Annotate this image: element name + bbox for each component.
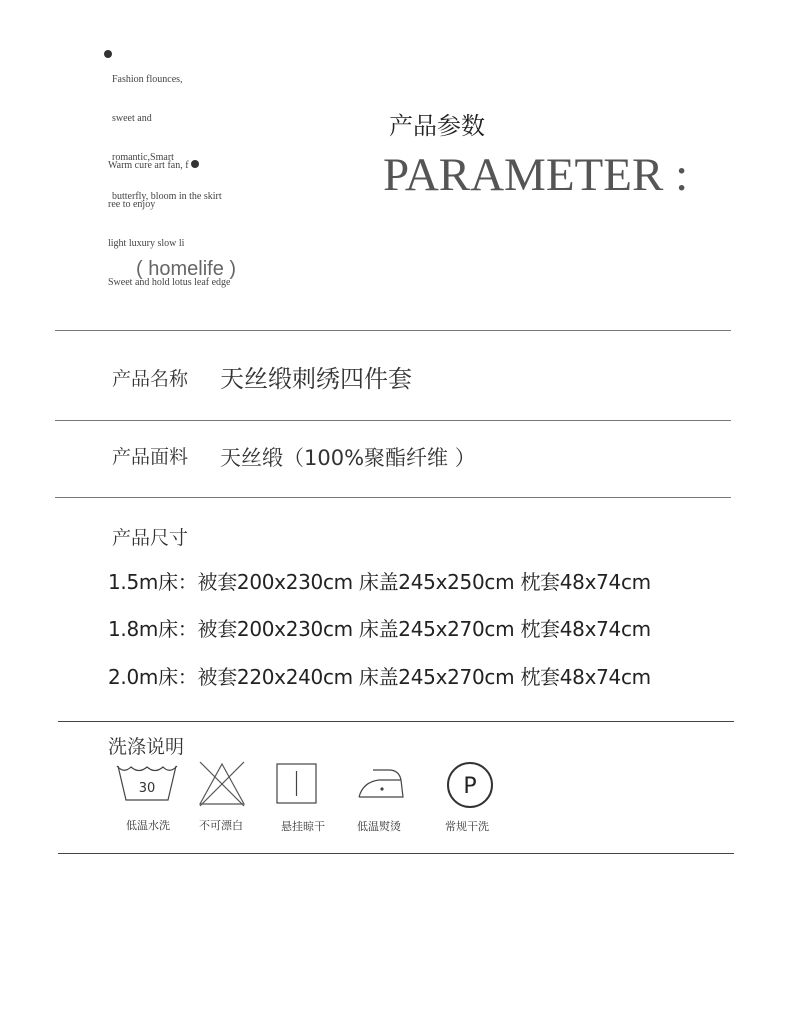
- care-item-label: 悬挂晾干: [281, 820, 325, 833]
- divider: [55, 497, 731, 498]
- divider: [55, 420, 731, 421]
- wash-temp-value: 30: [138, 781, 156, 796]
- low-iron-icon: [357, 764, 405, 800]
- dry-clean-p-icon: [446, 761, 494, 809]
- tagline-line: sweet and: [112, 113, 152, 124]
- tagline-line: ree to enjoy: [108, 199, 156, 210]
- care-item-label: 常规干洗: [445, 820, 489, 833]
- line-dry-icon: [276, 763, 318, 805]
- tagline-line: light luxury slow li: [108, 238, 185, 249]
- care-item-label: 不可漂白: [199, 819, 243, 832]
- divider: [58, 853, 734, 854]
- bullet-dot-icon: [104, 50, 112, 58]
- tagline-line: Sweet and hold lotus leaf edge: [108, 277, 231, 288]
- size-line: 1.5m床：被套200x230cm 床盖245x250cm 枕套48x74cm: [108, 570, 651, 594]
- divider: [58, 721, 734, 722]
- tagline-line: romantic,Smart: [112, 152, 174, 163]
- product-fabric-value: 天丝缎（100%聚酯纤维 ）: [220, 446, 476, 470]
- brand-name: ( homelife ): [136, 258, 237, 280]
- size-line: 1.8m床：被套200x230cm 床盖245x270cm 枕套48x74cm: [108, 617, 651, 641]
- product-size-label: 产品尺寸: [112, 527, 189, 549]
- product-fabric-label: 产品面料: [112, 446, 189, 468]
- page-title-en: PARAMETER :: [383, 149, 689, 201]
- tagline-line: Warm cure art fan, f: [108, 160, 189, 171]
- wash-30-icon: [114, 762, 180, 808]
- product-name-label: 产品名称: [112, 368, 189, 390]
- tagline-line: Fashion flounces,: [112, 74, 183, 85]
- no-bleach-icon: [197, 760, 247, 808]
- page-title-zh: 产品参数: [389, 112, 485, 140]
- care-label: 洗涤说明: [108, 736, 185, 758]
- care-item-label: 低温水洗: [126, 819, 170, 832]
- product-name-value: 天丝缎刺绣四件套: [220, 365, 412, 393]
- tagline-line: butterfly, bloom in the skirt: [112, 191, 222, 202]
- divider: [55, 330, 731, 331]
- size-line: 2.0m床：被套220x240cm 床盖245x270cm 枕套48x74cm: [108, 665, 651, 689]
- dry-clean-letter: P: [463, 774, 477, 799]
- bullet-dot-icon: [191, 160, 199, 168]
- care-item-label: 低温熨烫: [357, 820, 401, 833]
